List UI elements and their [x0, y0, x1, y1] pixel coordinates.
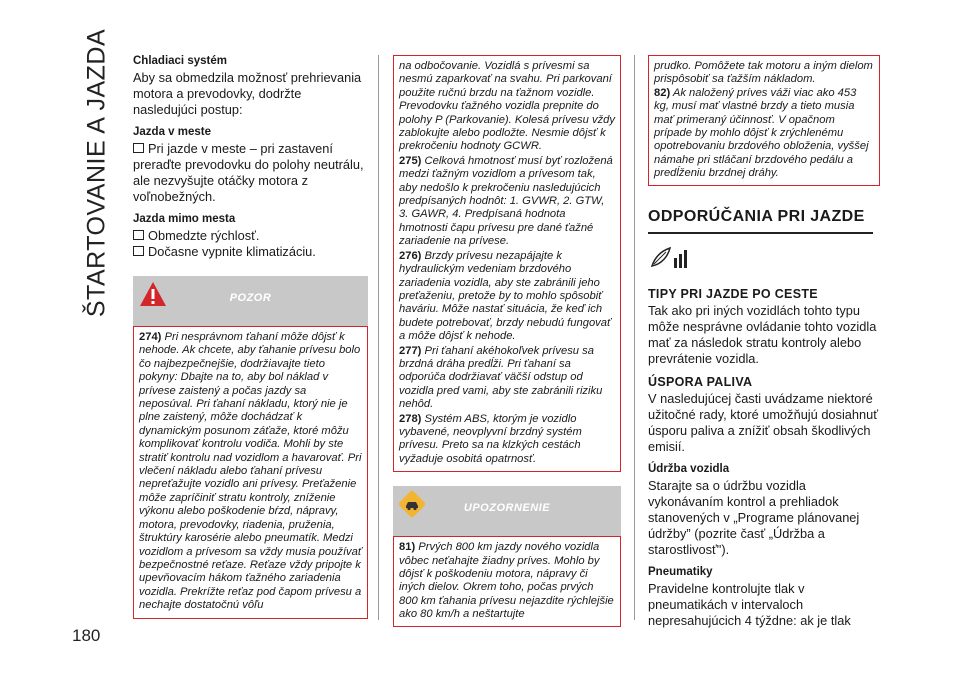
- warning-header: [133, 276, 368, 326]
- caution-continued-text: prudko. Pomôžete tak motoru a iným dielom prispôsobiť sa ťažším nákladom.: [654, 60, 873, 86]
- para-tyres: Pravidelne kontrolujte tlak v pneumatikách v intervaloch nepresahujúcich 4 týždne: ak je tlak: [648, 580, 851, 628]
- warning-item-276: 276) Brzdy prívesu nezapájajte k hydraulickým vedeniam brzdového zariadenia vozidla, aby ste zabránili jeho preťaženiu, pretože by to mohlo spôsobiť haváriu. Môže nastať situácia, že keď ich budete potrebovať, brzdy nebudú fungovať a môže dôjsť k nehode.: [399, 249, 611, 343]
- warning-continued-text: na odbočovanie. Vozidlá s prívesmi sa nesmú zaparkovať na svahu. Pri parkovaní použite ručnú brzdu na ťažnom vozidle. Prevodovku ťažného vozidla prepnite do polohy P (Parkovanie). Kolesá prívesu vždy zablokujte alebo podložte. Nesmie dôjsť k prekročeniu hodnoty GCWR.: [399, 60, 615, 153]
- section-heading-recommendations: ODPORÚČANIA PRI JAZDE: [648, 207, 865, 225]
- warning-item-275: 275) Celková hmotnosť musí byť rozložená medzi ťažným vozidlom a prívesom tak, aby nedošlo k prekročeniu nasledujúcich predpísaných hodnôt: 1. GVWR, 2. GTW, 3. GAWR, 4. Predpísaná hodnota hmotnosti čapu prívesu pre dané ťažné zariadenie na prívese.: [399, 154, 613, 248]
- caution-item-82: 82) Ak naložený príves váži viac ako 453 kg, musí mať vlastné brzdy a tieto musia mať primeraný účinnosť. V opačnom prípade by mohlo dôjsť k zrýchlenému opotrebovaniu brzdového obloženia, vyššej námahe pri stláčaní brzdového pedálu a predĺženiu brzdnej dráhy.: [654, 86, 869, 180]
- heading-road-tips: TIPY PRI JAZDE PO CESTE: [648, 286, 818, 301]
- heading-city: Jazda v meste: [133, 126, 211, 138]
- warning-item-274: 274) Pri nesprávnom ťahaní môže dôjsť k nehode. Ak chcete, aby ťahanie prívesu bolo čo najbezpečnejšie, dodržiavajte tieto pokyny: Dbajte na to, aby bol náklad v prívese zaistený a počas jazdy sa neposúval. Pri ťahaní nákladu, ktorý nie je plne zaistený, môže dochádzať k dynamickým posunom záťaže, ktoré môžu komplikovať kontrolu vodiča. Mohli by ste stratiť kontrolu nad vozidlom a havarovať. Pri vlečení nákladu alebo ťahaní prívesu nepreťažujte vozidlo ani prívesy. Preťaženie môže zapríčiniť stratu kontroly, zníženie výkonu alebo poškodenie bŕzd, nápravy, motora, prevodovky, riadenia, pruženia, štruktúry karosérie alebo pneumatík. Medzi vozidlom a prívesom sa vždy musia používať bezpečnostné reťaze. Reťaze vždy pripojte k upevňovacím hákom ťažného zariadenia vozidla. Prekrížte reťaz pod čapom prívesu a nechajte dostatočnú vôľu: [139, 331, 362, 612]
- checkbox-bullet-icon: [133, 143, 144, 153]
- caution-label: UPOZORNENIE: [463, 502, 551, 515]
- warning-item-277: 277) Pri ťahaní akéhokoľvek prívesu sa brzdná dráha predĺži. Pri ťahaní sa odporúča dodržiavať väčší odstup od vozidla pred vami, aby ste zabránili riziku nehôd.: [399, 344, 603, 411]
- page-number: 180: [72, 626, 101, 645]
- bullet-city: Pri jazde v meste – pri zastavení preraďte prevodovku do polohy neutrálu, ale nezvyšujte otáčky motora z voľnobežných.: [133, 141, 364, 204]
- para-cooling: Aby sa obmedzila možnosť prehrievania motora a prevodovky, dodržte nasledujúci postup:: [133, 70, 362, 117]
- para-road-tips: Tak ako pri iných vozidlách tohto typu môže nesprávne ovládanie tohto vozidla mať za následok stratu kontroly alebo prevrátenie vozidla.: [648, 302, 877, 366]
- column-divider: [378, 55, 379, 620]
- warning-box-continued: [393, 55, 621, 472]
- checkbox-bullet-icon: [133, 246, 144, 256]
- heading-fuel-saving: ÚSPORA PALIVA: [648, 374, 753, 389]
- caution-item-81: 81) Prvých 800 km jazdy nového vozidla vôbec neťahajte žiadny príves. Mohlo by dôjsť k poškodeniu motora, nápravy či iných dielov. Okrem toho, počas prvých 800 km ťahania prívesu nejazdite rýchlejšie ako 80 km/h a neštartujte: [399, 541, 614, 621]
- checkbox-bullet-icon: [133, 230, 144, 240]
- caution-header: [393, 486, 621, 536]
- column-divider: [634, 55, 635, 620]
- warning-label: POZOR: [229, 292, 272, 304]
- bullet-speed: Obmedzte rýchlosť.: [133, 228, 368, 244]
- eco-leaf-icon: [650, 244, 694, 272]
- side-section-title: ŠTARTOVANIE A JAZDA: [82, 28, 111, 317]
- bullet-climate: Dočasne vypnite klimatizáciu.: [133, 244, 368, 260]
- heading-tyres: Pneumatiky: [648, 565, 713, 578]
- caution-box: [393, 536, 621, 626]
- heading-maintenance: Údržba vozidla: [648, 462, 730, 475]
- para-maintenance: Starajte sa o údržbu vozidla vykonávaním kontrol a prehliadok stanovených v „Programe plánovanej údržby” (pozrite časť „Údržba a starostlivosť").: [648, 477, 860, 557]
- column-1: [133, 55, 368, 619]
- warning-box: [133, 326, 368, 619]
- column-2: [393, 55, 621, 627]
- heading-outside-city: Jazda mimo mesta: [133, 213, 236, 225]
- heading-cooling: Chladiaci systém: [133, 55, 227, 67]
- warning-item-278: 278) Systém ABS, ktorým je vozidlo vybavené, neovplyvní brzdný systém prívesu. Preto sa na klzkých cestách vyžaduje osobitá opatrnosť.: [399, 412, 582, 465]
- caution-box-continued: [648, 55, 880, 186]
- column-3: [648, 55, 880, 637]
- heading-underline: [648, 232, 873, 234]
- para-fuel-saving: V nasledujúcej časti uvádzame niektoré užitočné rady, ktoré umožňujú dosiahnuť úsporu paliva a znížiť obsah škodlivých emisií.: [648, 390, 879, 454]
